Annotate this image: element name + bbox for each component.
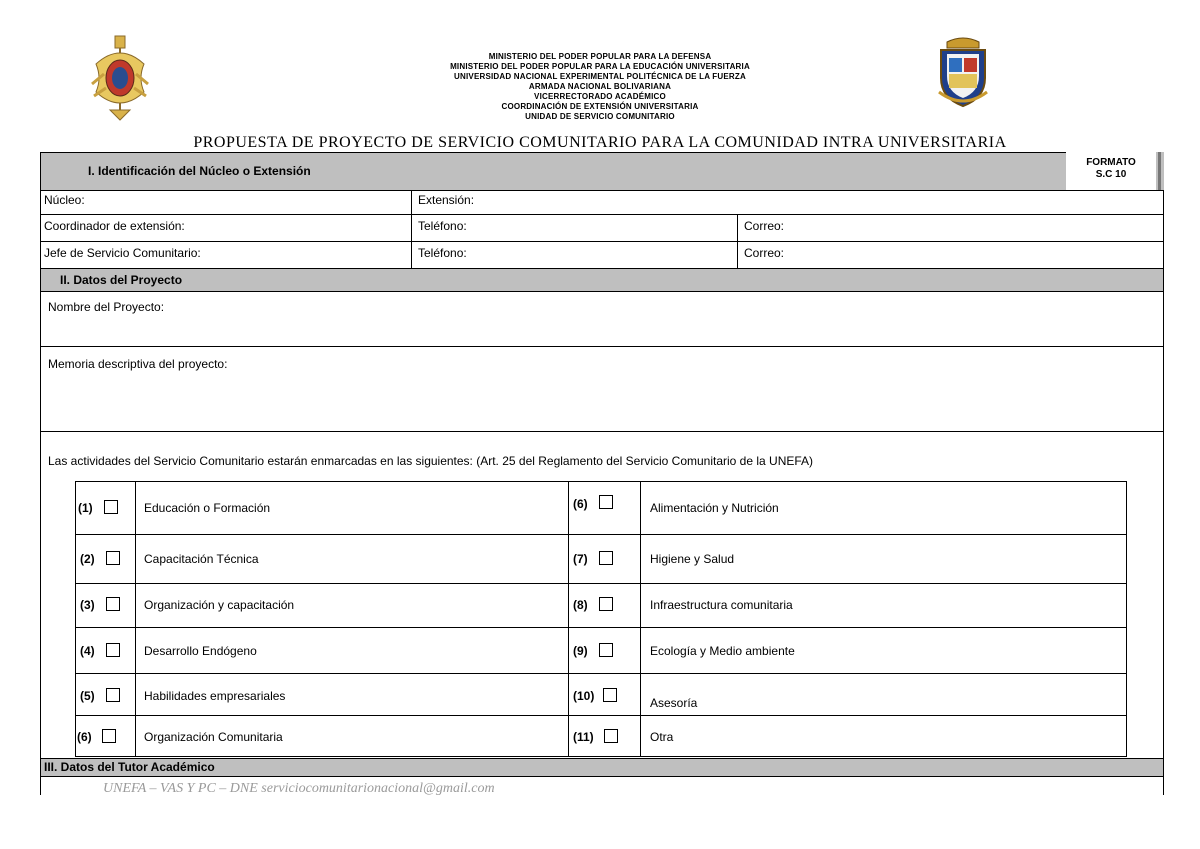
divider [40,776,1164,777]
section-2-heading: II. Datos del Proyecto [60,273,183,287]
nombre-proyecto-label: Nombre del Proyecto: [48,300,165,314]
activity-checkbox-3[interactable] [106,597,120,611]
activity-number: (8) [573,598,588,612]
divider [40,431,1164,432]
divider [40,346,1164,347]
activity-number: (5) [80,689,95,703]
divider [737,214,738,268]
activity-number: (4) [80,644,95,658]
divider [75,627,1127,628]
activity-label: Organización y capacitación [144,598,295,612]
section-1-heading: I. Identificación del Núcleo o Extensión [88,164,311,178]
divider [40,190,1164,191]
header-line-3: UNIVERSIDAD NACIONAL EXPERIMENTAL POLITÉCNICA DE LA FUERZA [454,72,746,81]
document-title: PROPUESTA DE PROYECTO DE SERVICIO COMUNITARIO PARA LA COMUNIDAD INTRA UNIVERSITARIA [193,134,1007,151]
divider [75,673,1127,674]
format-box-edge [1158,152,1161,190]
activity-label: Ecología y Medio ambiente [650,644,795,658]
activity-checkbox-11[interactable] [604,729,618,743]
activity-label: Infraestructura comunitaria [650,598,793,612]
activity-number: (1) [78,501,93,515]
jefe-label: Jefe de Servicio Comunitario: [44,246,201,260]
memoria-label: Memoria descriptiva del proyecto: [48,357,228,371]
activity-label: Alimentación y Nutrición [650,501,779,515]
activity-checkbox-4[interactable] [106,643,120,657]
section-3-heading: III. Datos del Tutor Académico [44,760,215,774]
coordinador-label: Coordinador de extensión: [44,219,185,233]
activity-checkbox-8[interactable] [599,597,613,611]
activity-label: Organización Comunitaria [144,730,283,744]
activity-checkbox-7[interactable] [599,551,613,565]
section-2-band [41,269,1163,291]
activity-checkbox-6[interactable] [102,729,116,743]
activity-label: Capacitación Técnica [144,552,259,566]
divider [75,534,1127,535]
format-code: S.C 10 [1095,169,1127,180]
activity-label: Educación o Formación [144,501,271,515]
header-line-2: MINISTERIO DEL PODER POPULAR PARA LA EDUCACIÓN UNIVERSITARIA [450,62,750,71]
divider [40,152,1066,153]
header-line-6: COORDINACIÓN DE EXTENSIÓN UNIVERSITARIA [501,102,699,111]
actividades-intro: Las actividades del Servicio Comunitario estarán enmarcadas en las siguientes: (Art. 25 del Reglamento del Servicio Comunitario de la UNEFA) [48,454,814,468]
right-border [1163,190,1164,795]
divider [411,190,412,268]
activity-label: Desarrollo Endógeno [144,644,257,658]
activity-number: (11) [573,730,594,744]
divider [40,241,1164,242]
correo-label-1: Correo: [744,219,785,233]
activity-checkbox-9[interactable] [599,643,613,657]
activity-number: (9) [573,644,588,658]
activity-checkbox-1[interactable] [104,500,118,514]
divider [75,715,1127,716]
divider [75,583,1127,584]
correo-label-2: Correo: [744,246,785,260]
header-line-5: VICERRECTORADO ACADÉMICO [534,92,666,101]
activity-checkbox-5[interactable] [106,688,120,702]
telefono-label-1: Teléfono: [418,219,467,233]
left-border [40,152,41,795]
nucleo-label: Núcleo: [44,193,85,207]
divider [40,214,1164,215]
activity-number: (3) [80,598,95,612]
extension-label: Extensión: [418,193,475,207]
activity-label: Otra [650,730,674,744]
activity-checkbox-2[interactable] [106,551,120,565]
header-line-4: ARMADA NACIONAL BOLIVARIANA [528,82,672,91]
divider [40,291,1164,292]
activity-number: (7) [573,552,588,566]
header-line-7: UNIDAD DE SERVICIO COMUNITARIO [525,112,675,121]
activity-checkbox-6b[interactable] [599,495,613,509]
activity-number: (6) [77,730,92,744]
divider [40,758,1164,759]
activity-number: (6) [573,497,588,511]
activity-label: Asesoría [650,696,698,710]
activity-label: Higiene y Salud [650,552,735,566]
header-line-1: MINISTERIO DEL PODER POPULAR PARA LA DEFENSA [488,52,712,61]
activity-number: (2) [80,552,95,566]
telefono-label-2: Teléfono: [418,246,467,260]
format-label: FORMATO [1086,157,1136,168]
activity-number: (10) [573,689,595,703]
activity-label: Habilidades empresariales [144,689,286,703]
activity-checkbox-10[interactable] [603,688,617,702]
footer-text: UNEFA – VAS Y PC – DNE serviciocomunitarionacional@gmail.com [103,781,495,796]
